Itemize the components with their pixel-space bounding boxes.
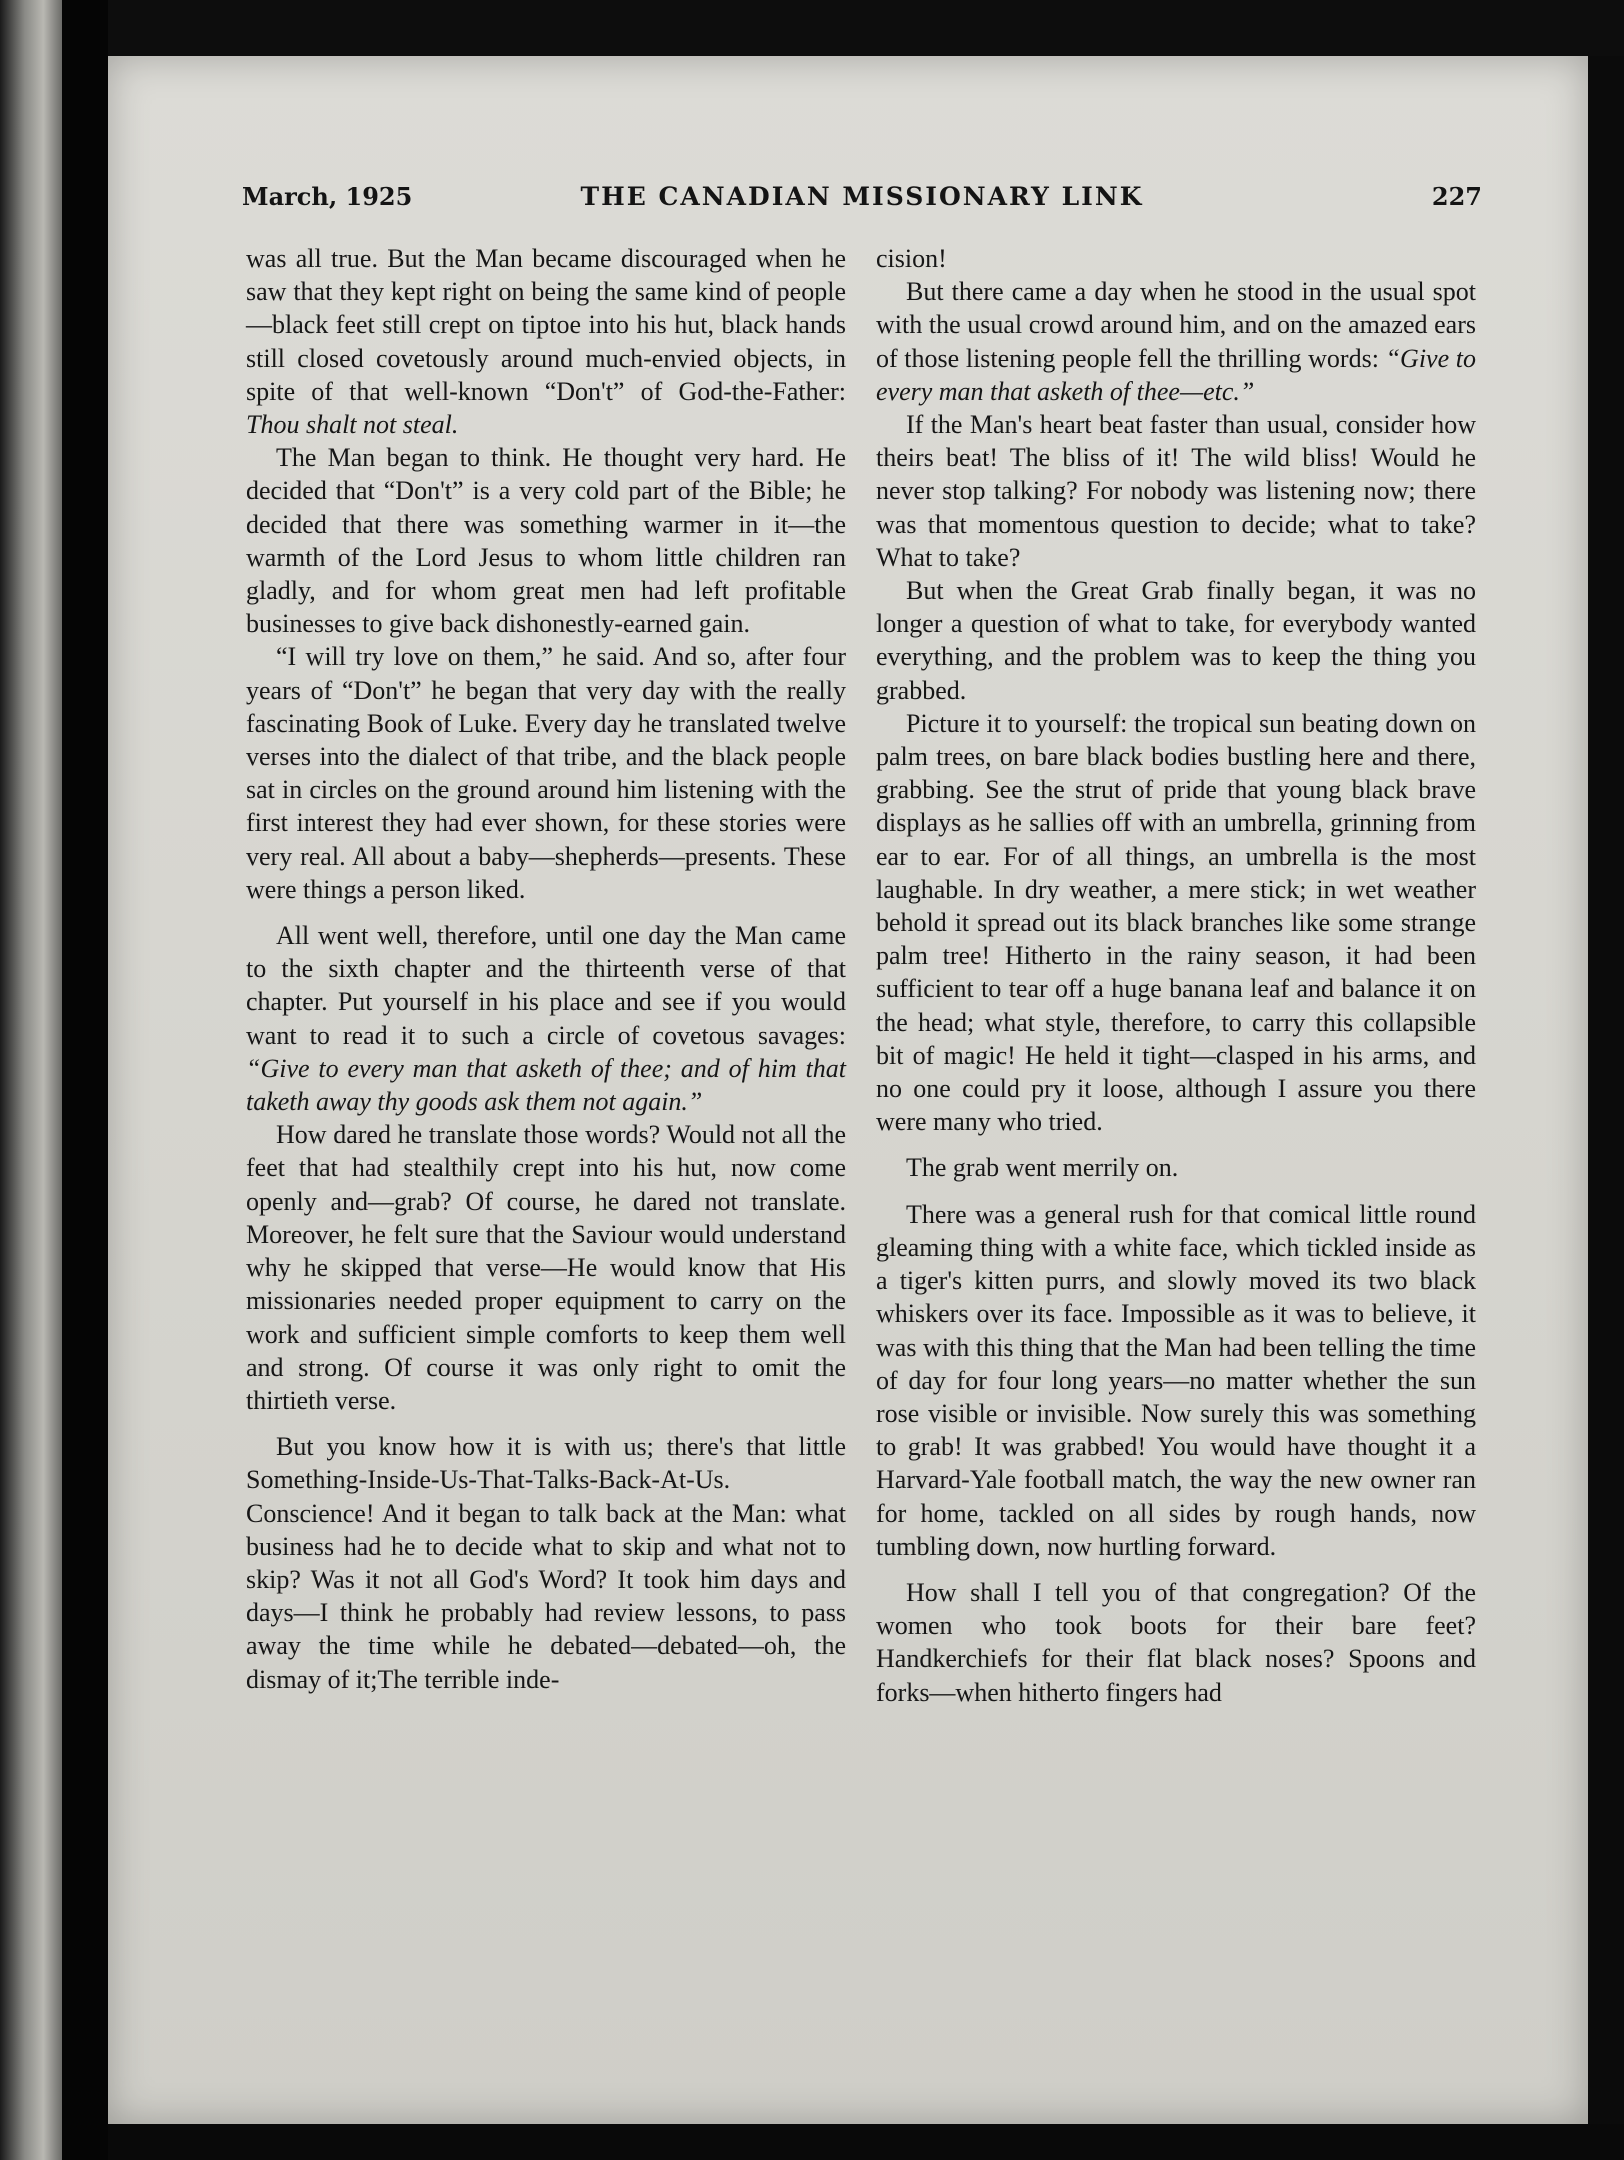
paragraph: If the Man's heart beat faster than usual, consider how theirs beat! The bliss of it! The wild bliss! Would he never stop talking? For nobody was listening now; there was that momentous question to decide; what to take? What to take? bbox=[876, 410, 1476, 572]
paragraph: “I will try love on them,” he said. And so, after four years of “Don't” he began that very day with the really fascinating Book of Luke. Every day he translated twelve verses into the dialect of that tribe, and the black people sat in circles on the ground around him listening with the first interest they had ever shown, for these stories were very real. All about a baby—shepherds—presents. These were things a person liked. bbox=[246, 642, 846, 904]
right-scan-border bbox=[1588, 56, 1624, 2124]
right-text-column bbox=[876, 242, 1476, 1709]
paragraph: But there came a day when he stood in the usual spot with the usual crowd around him, and on the amazed ears of those listening people fell the thrilling words: “Give to every man that asketh of thee—etc.” bbox=[876, 277, 1477, 406]
paragraph: But you know how it is with us; there's that little Something-Inside-Us-That-Talks-Back-At-Us. Conscience! And it began to talk back at the Man: what business had he to decide what to skip and what not to skip? Was it not all God's Word? It took him days and days—I think he probably had review lessons, to pass away the time while he debated—debated—oh, the dismay of it;The terrible inde- bbox=[246, 1432, 846, 1694]
paragraph: How dared he translate those words? Would not all the feet that had stealthily crept into his hut, now come openly and—grab? Of course, he dared not translate. Moreover, he felt sure that the Saviour would understand why he skipped that verse—He would know that His missionaries needed proper equipment to carry on the work and sufficient simple comforts to keep them well and strong. Of course it was only right to omit the thirtieth verse. bbox=[246, 1120, 846, 1415]
left-text-column bbox=[246, 242, 846, 1696]
paragraph: All went well, therefore, until one day the Man came to the sixth chapter and the thirteenth verse of that chapter. Put yourself in his place and see if you would want to read it to such a circle of covetous savages: “Give to every man that asketh of thee; and of him that taketh away thy goods ask them not again.” bbox=[246, 921, 846, 1117]
paragraph: There was a general rush for that comical little round gleaming thing with a white face, which tickled inside as a tiger's kitten purrs, and slowly moved its two black whiskers over its face. Impossible as it was to believe, it was with this thing that the Man had been telling the time of day for four long years—no matter whether the sun rose visible or invisible. Now surely this was something to grab! It was grabbed! You would have thought it a Harvard-Yale football match, the way the new owner ran for home, tackled on all sides by rough hands, now tumbling down, now hurtling forward. bbox=[876, 1199, 1476, 1561]
running-header bbox=[242, 182, 1482, 222]
publication-title: THE CANADIAN MISSIONARY LINK bbox=[580, 182, 1144, 211]
paragraph: How shall I tell you of that congregation? Of the women who took boots for their bare feet? Handkerchiefs for their flat black noses? Spoons and forks—when hitherto fingers had bbox=[876, 1577, 1476, 1707]
previous-page-edge bbox=[0, 0, 62, 2160]
header-date: March, 1925 bbox=[242, 182, 413, 211]
paragraph: was all true. But the Man became discouraged when he saw that they kept right on being the same kind of people—black feet still crept on tiptoe into his hut, black hands still closed covetously around much-envied objects, in spite of that well-known “Don't” of God-the-Father: Thou shalt not steal. bbox=[246, 244, 846, 440]
paragraph: cision! bbox=[876, 244, 947, 273]
paragraph: The Man began to think. He thought very hard. He decided that “Don't” is a very cold part of the Bible; he decided that there was something warmer in it—the warmth of the Lord Jesus to whom little children ran gladly, and for whom great men had left profitable businesses to give back dishonestly-earned gain. bbox=[246, 443, 846, 639]
paragraph: But when the Great Grab finally began, it was no longer a question of what to take, for everybody wanted everything, and the problem was to keep the thing you grabbed. bbox=[876, 576, 1476, 705]
bottom-scan-border bbox=[108, 2124, 1624, 2160]
paragraph: Picture it to yourself: the tropical sun beating down on palm trees, on bare black bodies bustling here and there, grabbing. See the strut of pride that young black brave displays as he sallies off with an umbrella, grinning from ear to ear. For of all things, an umbrella is the most laughable. In dry weather, a mere stick; in wet weather behold it spread out its black branches like some strange palm tree! Hitherto in the rainy season, it had been sufficient to tear off a huge banana leaf and balance it on the head; what style, therefore, to carry this collapsible bit of magic! He held it tight—clasped in his arms, and no one could pry it loose, although I assure you there were many who tried. bbox=[876, 708, 1476, 1137]
book-spine-shadow bbox=[62, 0, 108, 2160]
paragraph: The grab went merrily on. bbox=[906, 1153, 1179, 1183]
page-number: 227 bbox=[1431, 182, 1482, 211]
